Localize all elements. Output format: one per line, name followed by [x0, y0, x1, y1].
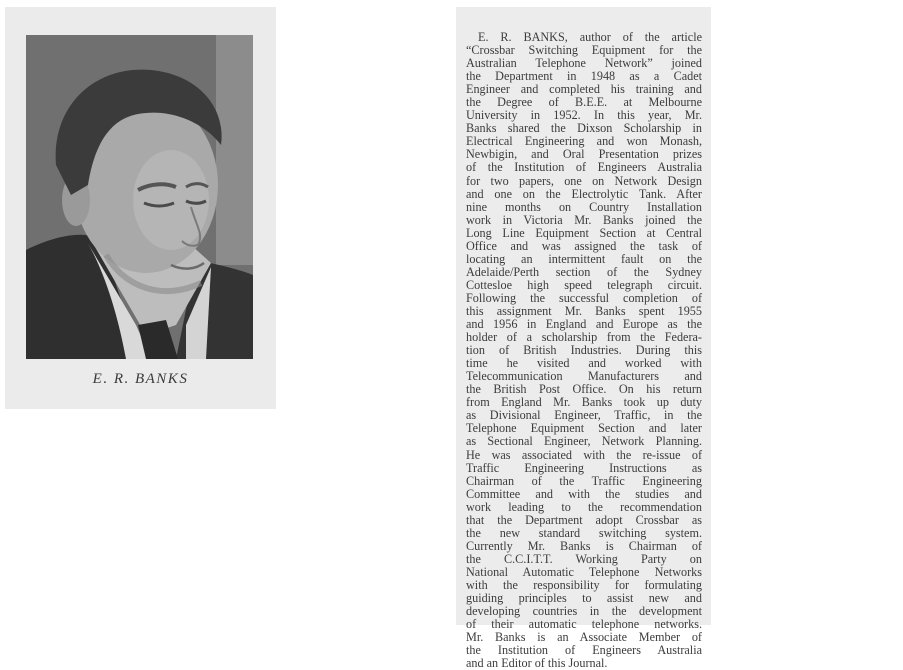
bio-line: as Divisional Engineer, Traffic, in the: [466, 408, 702, 423]
bio-line: as Sectional Engineer, Network Planning.: [466, 434, 702, 449]
bio-line: guiding principles to assist new and: [466, 591, 702, 606]
portrait-photo: [26, 35, 253, 359]
bio-line: with the responsibility for formulating: [466, 577, 702, 592]
bio-line: and 1956 in England and Europe as the: [466, 317, 702, 332]
bio-line: for two papers, one on Network Design: [466, 173, 702, 188]
bio-line: work in Victoria Mr. Banks joined the: [466, 212, 702, 227]
bio-line: the new standard switching system.: [466, 525, 702, 540]
bio-line: the C.C.I.T.T. Working Party on: [466, 551, 702, 566]
bio-line: Engineer and completed his training and: [466, 82, 702, 97]
bio-line: Following the successful completion of: [466, 290, 702, 305]
bio-line: that the Department adopt Crossbar as: [466, 512, 702, 527]
bio-line: Australian Telephone Network” joined: [466, 56, 702, 71]
bio-line: from England Mr. Banks took up duty: [466, 395, 702, 410]
bio-line: Long Line Equipment Section at Central: [466, 225, 702, 240]
bio-line: Cottesloe high speed telegraph circuit.: [466, 277, 702, 292]
bio-line: time he visited and worked with: [466, 356, 702, 371]
biography-text: [466, 31, 702, 670]
bio-line: Currently Mr. Banks is Chairman of: [466, 538, 702, 553]
bio-line: tion of British Industries. During this: [466, 343, 702, 358]
bio-line: Electrical Engineering and won Monash,: [466, 134, 702, 149]
bio-line: nine months on Country Installation: [466, 199, 702, 214]
bio-line: the Institution of Engineers Australia: [466, 643, 702, 658]
bio-line: of their automatic telephone networks.: [466, 617, 702, 632]
bio-line: Telephone Equipment Section and later: [466, 421, 702, 436]
bio-line: Banks shared the Dixson Scholarship in: [466, 121, 702, 136]
bio-line: “Crossbar Switching Equipment for the: [466, 43, 702, 58]
bio-line: Committee and with the studies and: [466, 486, 702, 501]
bio-line: Mr. Banks is an Associate Member of: [466, 630, 702, 645]
bio-line: Traffic Engineering Instructions as: [466, 460, 702, 475]
bio-line: and an Editor of this Journal.: [466, 656, 608, 670]
photo-panel: [5, 7, 276, 409]
bio-line: developing countries in the development: [466, 604, 702, 619]
bio-line: holder of a scholarship from the Federa-: [466, 330, 702, 345]
bio-line: Newbigin, and Oral Presentation prizes: [466, 147, 702, 162]
bio-line: E. R. BANKS, author of the article: [478, 30, 702, 44]
bio-line: the British Post Office. On his return: [466, 382, 702, 397]
bio-line: National Automatic Telephone Networks: [466, 564, 702, 579]
bio-line: Office and was assigned the task of: [466, 238, 702, 253]
bio-line: Chairman of the Traffic Engineering: [466, 473, 702, 488]
bio-line: work leading to the recommendation: [466, 499, 702, 514]
bio-line: of the Institution of Engineers Australia: [466, 160, 702, 175]
bio-line: He was associated with the re-issue of: [466, 447, 702, 462]
bio-line: Adelaide/Perth section of the Sydney: [466, 264, 702, 279]
photo-caption: E. R. BANKS: [92, 371, 189, 387]
bio-line: the Degree of B.E.E. at Melbourne: [466, 95, 702, 110]
bio-line: locating an intermittent fault on the: [466, 251, 702, 266]
bio-line: Telecommunication Manufacturers and: [466, 369, 702, 384]
bio-line: and one on the Electrolytic Tank. After: [466, 186, 702, 201]
bio-line: this assignment Mr. Banks spent 1955: [466, 303, 702, 318]
bio-line: the Department in 1948 as a Cadet: [466, 69, 702, 84]
bio-line: University in 1952. In this year, Mr.: [466, 108, 702, 123]
bio-panel: [456, 7, 711, 670]
